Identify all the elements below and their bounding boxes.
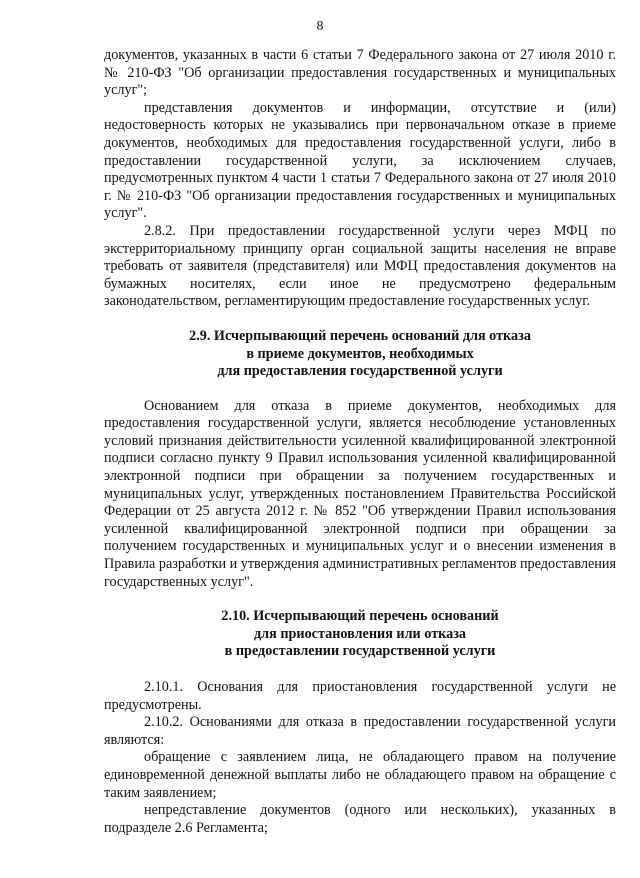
section-heading-2-10 <box>104 608 616 661</box>
heading-line: для приостановления или отказа <box>253 625 467 642</box>
heading-line: 2.9. Исчерпывающий перечень оснований для отказа <box>189 327 531 344</box>
paragraph: 2.8.2. При предоставлении государственной услуги через МФЦ по экстерриториальному принципу орган социальной защиты населения не вправе требовать от заявителя (представителя) или МФЦ предоставления документов на бумажных носителях, если иное не предусмотрено федеральным законодательством, регламентирующим предоставление государственных услуг. <box>104 222 616 310</box>
heading-line: 2.10. Исчерпывающий перечень оснований <box>221 608 499 625</box>
paragraph: Основанием для отказа в приеме документов, необходимых для предоставления государственной услуги, является несоблюдение установленных условий признания действительности усиленной квалифицированной электронной подписи согласно пункту 9 Правил использования усиленной квалифицированной электронной подписи при обращении за получением государственных и муниципальных услуг, утвержденных постановлением Правительства Российской Федерации от 25 августа 2012 г. № 852 "Об утверждении Правил использования усиленной квалифицированной электронной подписи при обращении за получением государственных и муниципальных услуг и о внесении изменения в Правила разработки и утверждения административных регламентов предоставления государственных услуг". <box>104 397 616 590</box>
paragraph: представления документов и информации, отсутствие и (или) недостоверность которых не указывались при первоначальном отказе в приеме документов, необходимых для предоставления государственной услуги, либо в предоставлении государственной услуги, за исключением случаев, предусмотренных пунктом 4 части 1 статьи 7 Федерального закона от 27 июля 2010 г. № 210-ФЗ "Об организации предоставления государственных и муниципальных услуг". <box>104 99 616 222</box>
paragraph: документов, указанных в части 6 статьи 7 Федерального закона от 27 июля 2010 г. № 210-ФЗ "Об организации предоставления государственных и муниципальных услуг"; <box>104 47 616 99</box>
paragraph: обращение с заявлением лица, не обладающего правом на получение единовременной денежной выплаты либо не обладающего правом на обращение с таким заявлением; <box>104 749 616 801</box>
paragraph: 2.10.2. Основаниями для отказа в предоставлении государственной услуги являются: <box>104 714 616 748</box>
heading-line: в приеме документов, необходимых <box>246 345 474 362</box>
paragraph: 2.10.1. Основания для приостановления государственной услуги не предусмотрены. <box>104 679 616 713</box>
document-body <box>104 47 616 837</box>
heading-line: для предоставления государственной услуги <box>217 363 503 380</box>
section-heading-2-9 <box>104 328 616 381</box>
heading-line: в предоставлении государственной услуги <box>224 643 496 660</box>
page-number: 8 <box>316 19 324 34</box>
paragraph: непредставление документов (одного или нескольких), указанных в подразделе 2.6 Регламента; <box>104 802 616 836</box>
